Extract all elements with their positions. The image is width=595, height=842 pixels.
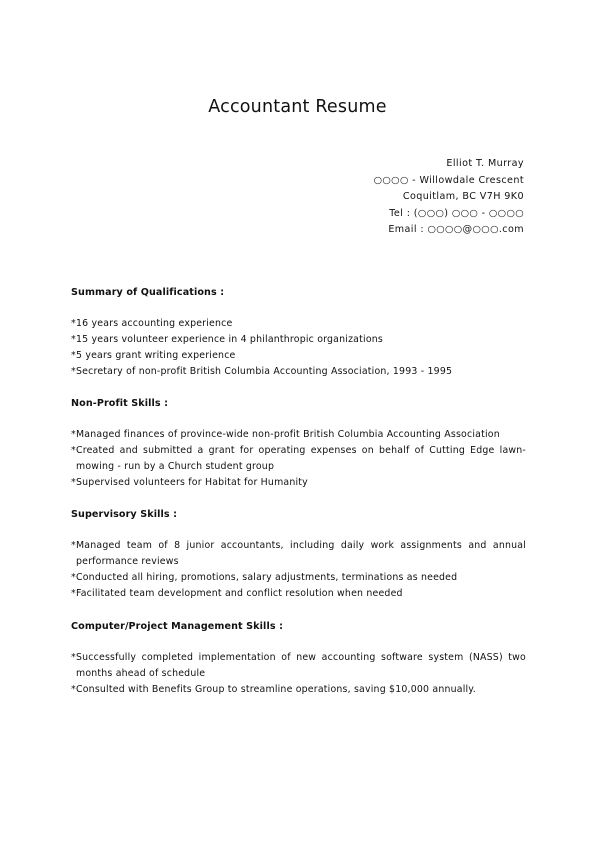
list-item (71, 316, 526, 332)
contact-tel: Tel : (○○○) ○○○ - ○○○○ (389, 207, 524, 219)
section-items (71, 650, 526, 698)
section-heading: Supervisory Skills : (71, 509, 178, 520)
list-item (71, 475, 526, 491)
list-item (71, 682, 526, 698)
section-non-profit (71, 398, 526, 491)
list-item (71, 364, 526, 380)
list-item (71, 443, 526, 475)
item-text: Created and submitted a grant for operating expenses on behalf of Cutting Edge lawn-mowing - run by a Church student group (76, 445, 526, 472)
bullet: * (71, 350, 76, 361)
bullet: * (71, 334, 76, 345)
item-text: Facilitated team development and conflict resolution when needed (76, 588, 403, 599)
list-item (71, 650, 526, 682)
list-item (71, 538, 526, 570)
list-item (71, 570, 526, 586)
item-text: Supervised volunteers for Habitat for Humanity (76, 477, 308, 488)
bullet: * (71, 652, 76, 663)
contact-address: ○○○○ - Willowdale Crescent (373, 174, 524, 186)
item-text: Managed finances of province-wide non-profit British Columbia Accounting Association (76, 429, 500, 440)
section-items (71, 427, 526, 491)
item-text: Secretary of non-profit British Columbia Accounting Association, 1993 - 1995 (76, 366, 453, 377)
item-text: 15 years volunteer experience in 4 philanthropic organizations (76, 334, 383, 345)
item-text: Conducted all hiring, promotions, salary adjustments, terminations as needed (76, 572, 458, 583)
page-title: Accountant Resume (208, 97, 387, 117)
bullet: * (71, 540, 76, 551)
contact-name: Elliot T. Murray (446, 158, 524, 169)
bullet: * (71, 684, 76, 695)
contact-email: Email : ○○○○@○○○.com (388, 224, 524, 235)
bullet: * (71, 366, 76, 377)
bullet: * (71, 429, 76, 440)
list-item (71, 348, 526, 364)
bullet: * (71, 445, 76, 456)
section-heading: Computer/Project Management Skills : (71, 621, 284, 632)
item-text: 16 years accounting experience (76, 318, 233, 329)
item-text: Managed team of 8 junior accountants, including daily work assignments and annual performance reviews (76, 540, 526, 567)
list-item (71, 427, 526, 443)
section-computer-project (71, 621, 526, 698)
bullet: * (71, 588, 76, 599)
section-heading: Summary of Qualifications : (71, 287, 225, 298)
section-items (71, 316, 526, 380)
list-item (71, 332, 526, 348)
section-heading: Non-Profit Skills : (71, 398, 169, 409)
section-items (71, 538, 526, 602)
list-item (71, 586, 526, 602)
item-text: Consulted with Benefits Group to streamline operations, saving $10,000 annually. (76, 684, 476, 695)
section-supervisory (71, 509, 526, 602)
item-text: Successfully completed implementation of new accounting software system (NASS) two months ahead of schedule (76, 652, 526, 679)
contact-block (374, 156, 524, 239)
contact-city: Coquitlam, BC V7H 9K0 (402, 191, 524, 202)
bullet: * (71, 318, 76, 329)
bullet: * (71, 477, 76, 488)
bullet: * (71, 572, 76, 583)
section-summary (71, 287, 526, 380)
item-text: 5 years grant writing experience (76, 350, 236, 361)
